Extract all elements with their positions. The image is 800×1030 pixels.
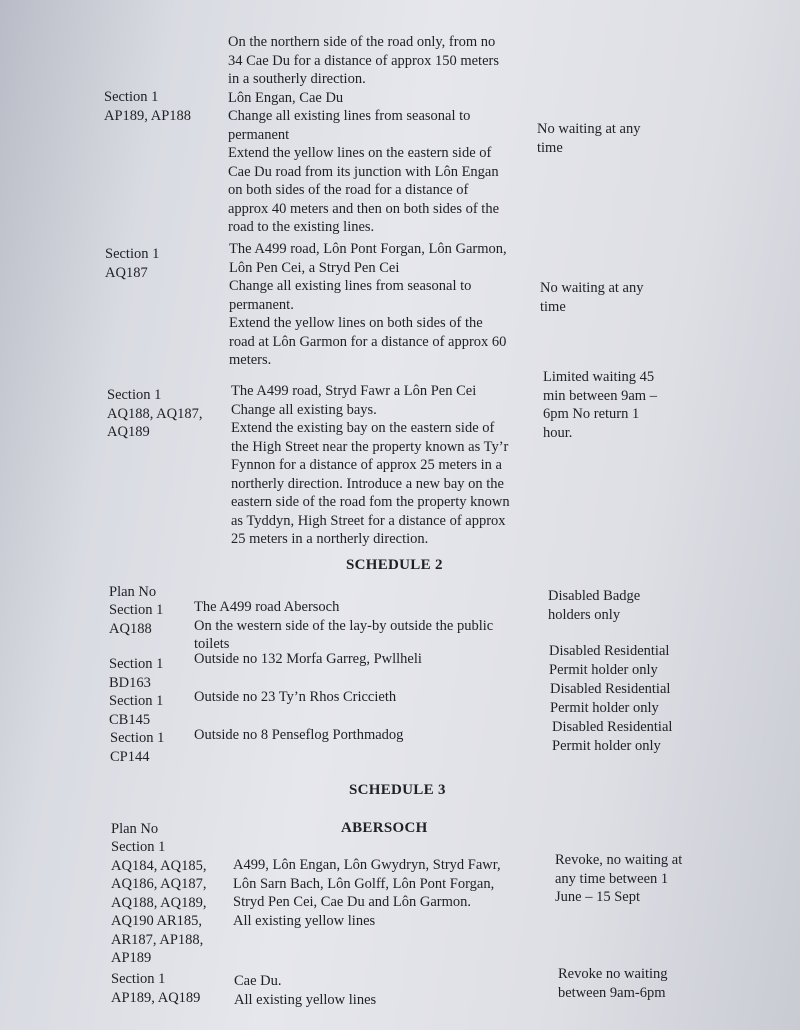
desc-line: northerly direction. Introduce a new bay on the bbox=[231, 475, 504, 492]
schedule-3-heading: SCHEDULE 3 bbox=[349, 782, 446, 798]
schedule3-row2-location bbox=[234, 972, 534, 1009]
location-line: Outside no 8 Penseflog Porthmadog bbox=[194, 727, 404, 743]
plan-line: CB145 bbox=[109, 711, 151, 728]
desc-line: in a southerly direction. bbox=[228, 71, 366, 87]
section-line: Section 1 bbox=[110, 730, 165, 746]
desc-line: Fynnon for a distance of approx 25 meters in a bbox=[231, 457, 502, 473]
restriction-line: Permit holder only bbox=[552, 737, 661, 754]
row2-section bbox=[105, 245, 225, 282]
restriction-line: hour. bbox=[543, 424, 573, 441]
restriction-line: Disabled Residential bbox=[549, 643, 670, 659]
desc-line: as Tyddyn, High Street for a distance of approx bbox=[231, 512, 506, 529]
section-line: Section 1 bbox=[109, 656, 164, 672]
restriction-line: Permit holder only bbox=[549, 661, 658, 678]
plan-line: AQ188 bbox=[109, 620, 152, 637]
schedule3-row1-restriction bbox=[555, 851, 725, 907]
plan-line: AP189 bbox=[111, 950, 152, 966]
schedule2-row1-restriction bbox=[548, 587, 718, 624]
schedule3-row2-restriction bbox=[558, 965, 728, 1002]
section-line: Section 1 bbox=[109, 602, 164, 618]
desc-line: Change all existing lines from seasonal to bbox=[229, 278, 472, 294]
row1-restriction bbox=[537, 120, 697, 157]
row3-description bbox=[231, 382, 531, 549]
restriction-line: Disabled Residential bbox=[550, 681, 671, 697]
row3-restriction bbox=[543, 368, 703, 442]
plan-line: AQ184, AQ185, bbox=[111, 857, 207, 874]
restriction-line: Limited waiting 45 bbox=[543, 369, 655, 385]
schedule2-row4-restriction bbox=[552, 718, 722, 755]
plan-line: AQ186, AQ187, bbox=[111, 876, 207, 892]
restriction-line: time bbox=[537, 139, 563, 156]
restriction-line: Permit holder only bbox=[550, 699, 659, 716]
location-line: toilets bbox=[194, 636, 230, 652]
restriction-line: No waiting at any bbox=[537, 121, 641, 137]
section-line: Section 1 bbox=[105, 246, 160, 262]
restriction-line: holders only bbox=[548, 606, 621, 623]
schedule3-row1-location bbox=[233, 856, 533, 930]
desc-line: Lôn Engan, Cae Du bbox=[228, 89, 344, 106]
plan-line: AQ188, AQ187, bbox=[107, 405, 203, 422]
desc-line: meters. bbox=[229, 352, 272, 368]
schedule3-row2-plans bbox=[111, 970, 231, 1007]
desc-line: approx 40 meters and then on both sides of the bbox=[228, 200, 500, 217]
desc-line: on both sides of the road for a distance of bbox=[228, 182, 469, 198]
schedule2-row3-section bbox=[109, 692, 189, 729]
desc-line: Extend the yellow lines on both sides of the bbox=[229, 315, 483, 331]
restriction-line: 6pm No return 1 bbox=[543, 406, 640, 422]
plan-line: Section 1 bbox=[111, 839, 166, 855]
schedule-2-heading: SCHEDULE 2 bbox=[346, 557, 443, 573]
desc-line: the High Street near the property known as Ty’r bbox=[231, 438, 509, 455]
location-line: Outside no 23 Ty’n Rhos Criccieth bbox=[194, 689, 397, 705]
desc-line: The A499 road, Lôn Pont Forgan, Lôn Garmon, bbox=[229, 241, 507, 257]
restriction-line: between 9am-6pm bbox=[558, 984, 666, 1001]
location-line: Lôn Sarn Bach, Lôn Golff, Lôn Pont Forgan, bbox=[233, 875, 495, 892]
location-line: The A499 road Abersoch bbox=[194, 599, 340, 615]
plan-line: AQ187 bbox=[105, 264, 148, 281]
row3-section bbox=[107, 386, 227, 442]
restriction-line: Revoke, no waiting at bbox=[555, 852, 683, 868]
plan-line: AP189, AQ189 bbox=[111, 989, 201, 1006]
schedule3-area-heading: ABERSOCH bbox=[341, 820, 428, 836]
restriction-line: time bbox=[540, 298, 566, 315]
desc-line: Change all existing bays. bbox=[231, 401, 377, 418]
location-line: All existing yellow lines bbox=[233, 912, 376, 929]
schedule2-row1-location bbox=[194, 598, 534, 654]
desc-line: The A499 road, Stryd Fawr a Lôn Pen Cei bbox=[231, 383, 477, 399]
location-line: On the western side of the lay-by outside the public bbox=[194, 617, 494, 634]
desc-line: Cae Du road from its junction with Lôn Engan bbox=[228, 163, 499, 180]
desc-line: Extend the yellow lines on the eastern side of bbox=[228, 145, 492, 161]
plan-line: AP189, AP188 bbox=[104, 107, 192, 124]
section-line: Section 1 bbox=[104, 89, 159, 105]
section-line: Section 1 bbox=[109, 693, 164, 709]
restriction-line: No waiting at any bbox=[540, 280, 644, 296]
desc-line: road to the existing lines. bbox=[228, 219, 375, 235]
schedule2-row2-location bbox=[194, 650, 534, 669]
desc-line: road at Lôn Garmon for a distance of approx 60 bbox=[229, 333, 507, 350]
restriction-line: any time between 1 bbox=[555, 870, 669, 887]
row2-restriction bbox=[540, 279, 700, 316]
plan-line: Section 1 bbox=[111, 971, 166, 987]
plan-line: AQ189 bbox=[107, 424, 150, 440]
schedule2-plan-label: Plan No bbox=[109, 584, 157, 600]
desc-line: Extend the existing bay on the eastern side of bbox=[231, 420, 495, 436]
restriction-line: Revoke no waiting bbox=[558, 966, 668, 982]
row1-description bbox=[228, 33, 528, 237]
desc-line: permanent bbox=[228, 126, 290, 143]
plan-line: AQ188, AQ189, bbox=[111, 894, 207, 911]
desc-line: Change all existing lines from seasonal to bbox=[228, 108, 471, 124]
location-line: All existing yellow lines bbox=[234, 991, 377, 1008]
schedule3-plan-label: Plan No bbox=[111, 821, 159, 837]
restriction-line: Disabled Residential bbox=[552, 719, 673, 735]
desc-line: permanent. bbox=[229, 296, 294, 313]
schedule2-row4-section bbox=[110, 729, 190, 766]
restriction-line: min between 9am – bbox=[543, 387, 657, 404]
schedule2-row2-section bbox=[109, 655, 189, 692]
plan-line: AQ190 AR185, bbox=[111, 913, 203, 929]
desc-line: On the northern side of the road only, from no bbox=[228, 34, 496, 50]
schedule2-row4-location bbox=[194, 726, 534, 745]
desc-line: 25 meters in a northerly direction. bbox=[231, 531, 429, 547]
location-line: Stryd Pen Cei, Cae Du and Lôn Garmon. bbox=[233, 894, 472, 910]
plan-line: BD163 bbox=[109, 674, 151, 691]
desc-line: Lôn Pen Cei, a Stryd Pen Cei bbox=[229, 259, 400, 276]
restriction-line: Disabled Badge bbox=[548, 588, 641, 604]
plan-line: CP144 bbox=[110, 748, 150, 765]
location-line: Outside no 132 Morfa Garreg, Pwllheli bbox=[194, 651, 422, 667]
restriction-line: June – 15 Sept bbox=[555, 889, 640, 905]
schedule2-row3-restriction bbox=[550, 680, 720, 717]
row1-section bbox=[104, 88, 224, 125]
schedule2-row1-section bbox=[109, 601, 189, 638]
plan-line: AR187, AP188, bbox=[111, 931, 204, 948]
schedule2-row3-location bbox=[194, 688, 534, 707]
location-line: A499, Lôn Engan, Lôn Gwydryn, Stryd Fawr, bbox=[233, 857, 501, 873]
schedule3-row1-plans bbox=[111, 838, 231, 968]
location-line: Cae Du. bbox=[234, 973, 282, 989]
row2-description bbox=[229, 240, 529, 370]
desc-line: 34 Cae Du for a distance of approx 150 meters bbox=[228, 52, 499, 69]
section-line: Section 1 bbox=[107, 387, 162, 403]
desc-line: eastern side of the road fom the property known bbox=[231, 494, 510, 510]
schedule2-row2-restriction bbox=[549, 642, 719, 679]
